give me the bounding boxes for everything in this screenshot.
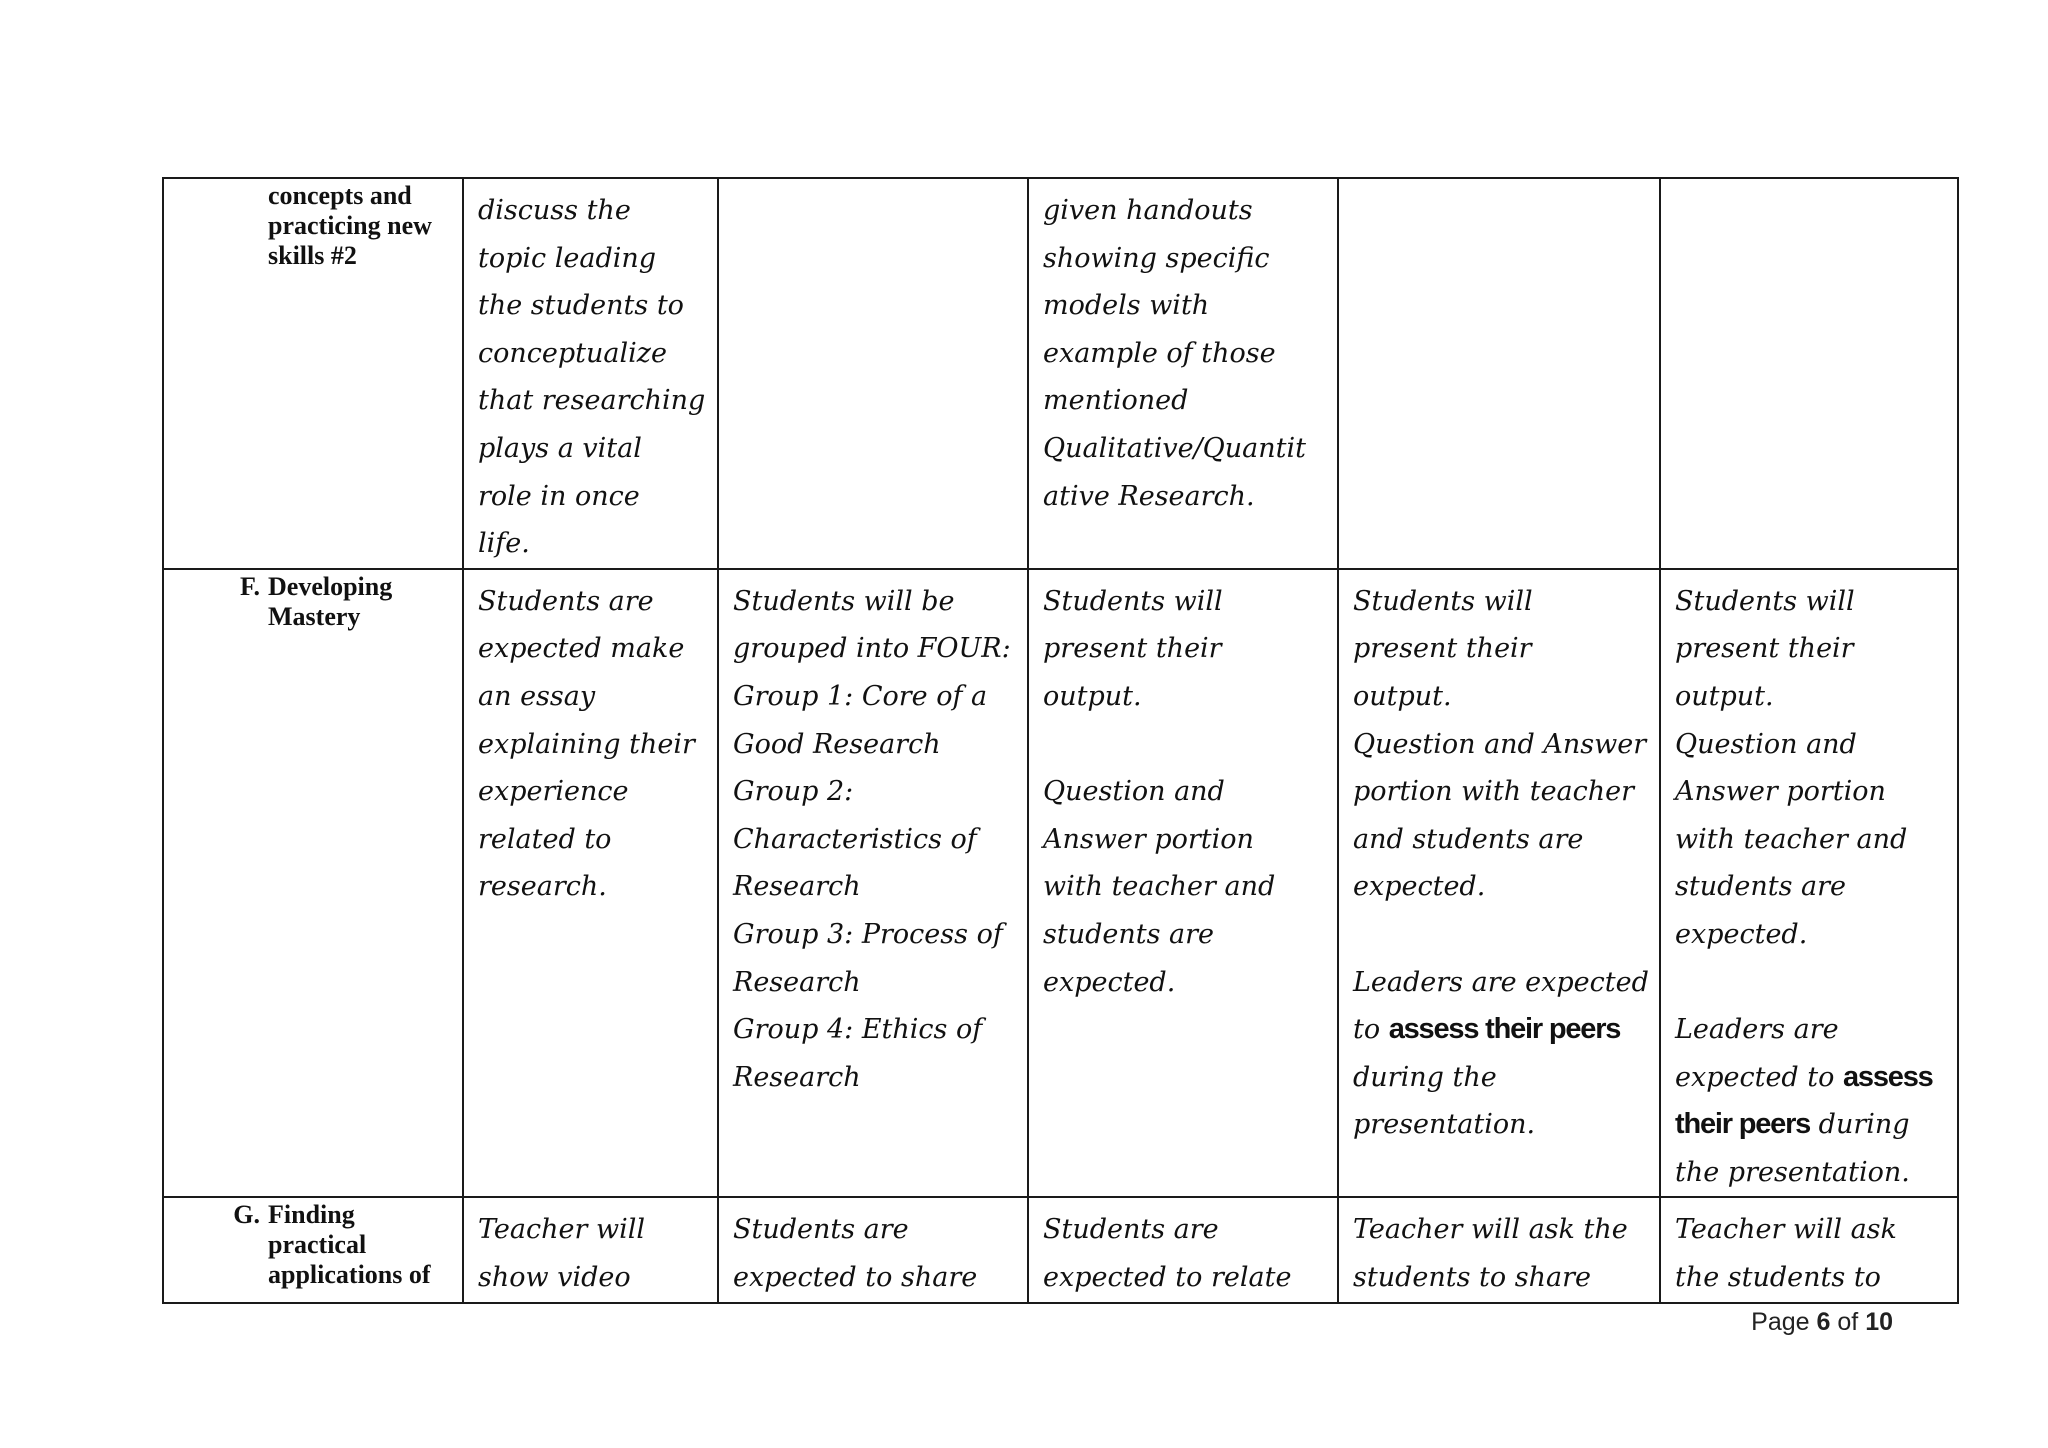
- row-label-cell: [163, 1197, 463, 1302]
- cell-text: Teacher will show video: [478, 1214, 645, 1294]
- current-page-number: 6: [1816, 1308, 1831, 1336]
- table-cell: [718, 1197, 1028, 1302]
- cell-text-after: during the presentation.: [1353, 1061, 1536, 1141]
- table-row: [163, 1197, 1958, 1302]
- cell-text: Students are expected to relate: [1043, 1214, 1292, 1294]
- cell-text-before: Students will present their output. Question and Answer portion with teacher and students are expected. Leaders are expected to: [1675, 585, 1908, 1093]
- table-cell: [1338, 569, 1660, 1198]
- table-cell: [1660, 569, 1958, 1198]
- cell-text: Students will be grouped into FOUR: Group 1: Core of a Good Research Group 2: Characteristics of Research Group 3: Process of Research Group 4: Ethics of Research: [733, 585, 1011, 1093]
- row-label-text: Finding practical applications of: [268, 1200, 431, 1290]
- cell-text-before: Students will present their output. Question and Answer portion with teacher and students are expected. Leaders are expected to: [1353, 585, 1649, 1046]
- page-word: Page: [1751, 1308, 1810, 1336]
- row-label-cell: [163, 569, 463, 1198]
- cell-text: [1339, 179, 1659, 187]
- table-cell: [1660, 178, 1958, 569]
- lesson-plan-table: [162, 177, 1959, 1304]
- table-cell: [718, 178, 1028, 569]
- table-cell: [1338, 178, 1660, 569]
- table-cell: [463, 178, 718, 569]
- table-cell: [1028, 178, 1338, 569]
- cell-text: Students are expected make an essay explaining their experience related to research.: [478, 585, 695, 903]
- table-row: [163, 569, 1958, 1198]
- cell-text: Students will present their output. Question and Answer portion with teacher and students are expected.: [1043, 585, 1276, 998]
- total-pages-number: 10: [1865, 1308, 1893, 1336]
- cell-text: [1661, 179, 1957, 187]
- table-cell: [1338, 1197, 1660, 1302]
- cell-text: Students are expected to share: [733, 1214, 978, 1294]
- cell-text: Teacher will ask the students to share: [1353, 1214, 1628, 1294]
- row-label-letter: F.: [240, 571, 260, 601]
- cell-text-after: during the presentation.: [1675, 1109, 1910, 1188]
- table-cell: [1028, 569, 1338, 1198]
- cell-text: given handouts showing specific models with example of those mentioned Qualitative/Quantit ative Research.: [1043, 195, 1306, 512]
- table-cell: [718, 569, 1028, 1198]
- cell-text: [719, 179, 1027, 187]
- table-cell: [463, 569, 718, 1198]
- cell-text: [1661, 570, 1957, 1197]
- cell-text: Teacher will ask the students to: [1675, 1214, 1897, 1294]
- row-label-cell: [163, 178, 463, 569]
- cell-text: [1339, 570, 1659, 1149]
- emphasis-text: assess their peers: [1675, 1060, 1933, 1141]
- row-label-text: Developing Mastery: [268, 571, 393, 631]
- page-number-footer: [1751, 1308, 1893, 1337]
- table-row: [163, 178, 1958, 569]
- table-cell: [1028, 1197, 1338, 1302]
- of-word: of: [1837, 1308, 1859, 1336]
- cell-text: discuss the topic leading the students to conceptualize that researching plays a vital role in once life.: [478, 195, 706, 560]
- table-cell: [463, 1197, 718, 1302]
- table-cell: [1660, 1197, 1958, 1302]
- row-label-text: concepts and practicing new skills #2: [268, 181, 432, 270]
- emphasis-text: assess their peers: [1388, 1013, 1621, 1046]
- row-label-letter: G.: [233, 1200, 260, 1230]
